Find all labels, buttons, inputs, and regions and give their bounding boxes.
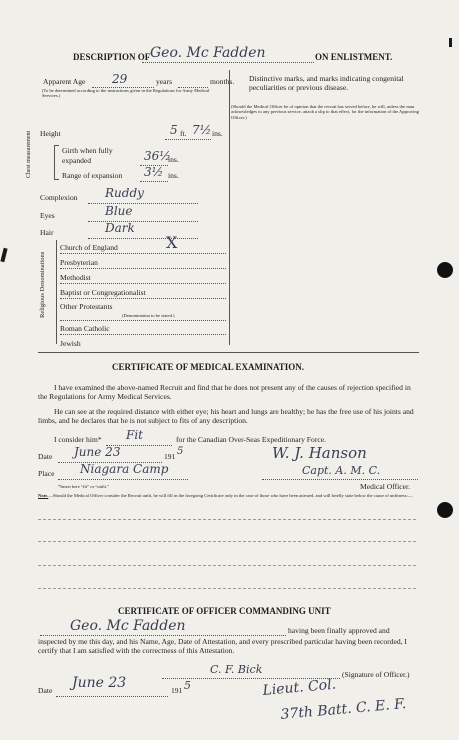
commanding-date-value: June 23 <box>72 675 127 691</box>
margin-mark-right <box>449 38 452 47</box>
eyes-value: Blue <box>105 204 133 218</box>
recruit-name: Geo. Mc Fadden <box>150 45 266 61</box>
height-label: Height <box>40 129 61 138</box>
years-label: years <box>156 77 173 86</box>
denomination-underline-2 <box>60 283 226 284</box>
denomination-mark: X <box>166 233 178 252</box>
medical-place-underline <box>58 479 188 480</box>
fitness-value: Fit <box>126 428 143 442</box>
medical-para-1: I have examined the above-named Recruit and find that he does not present any of the causes of rejection specified in the Regulations for Army Medical Services. <box>38 383 411 402</box>
chest-measurement-label: Chest measurement <box>26 130 32 178</box>
girth-label <box>62 146 142 166</box>
medical-year-value: 5 <box>177 446 184 457</box>
commanding-certificate-title: CERTIFICATE OF OFFICER COMMANDING UNIT <box>118 606 331 616</box>
denomination-other-protestants: Other Protestants <box>60 302 113 311</box>
insert-fit-note: *Insert here “fit” or “unfit.” <box>58 484 110 489</box>
commanding-paragraph: inspected by me this day, and his Name, Age, Date of Attestation, and every prescribed particular having been recorded, I certify that I am satisfied with the correctness of this Attestation. <box>38 637 407 656</box>
medical-place-label: Place <box>38 469 55 478</box>
medical-date-value: June 23 <box>74 445 121 459</box>
denomination-presbyterian: Presbyterian <box>60 258 98 267</box>
denominations-bracket <box>56 240 57 344</box>
apparent-age-label: Apparent Age <box>43 77 86 86</box>
punch-hole-top <box>437 262 453 278</box>
description-divider <box>229 70 230 345</box>
height-feet-value: 5 <box>170 123 178 137</box>
height-ft-label: ft. <box>180 129 187 138</box>
denomination-underline-1 <box>60 268 226 269</box>
range-value: 3½ <box>144 165 164 179</box>
distinctive-marks-note: (Should the Medical Officer be of opinion that the recruit has served before, he will, unless the man acknowledges to any previous service, attach a slip to that effect, for the information of the Approving Officer.) <box>231 104 419 120</box>
unfitness-cause-line-1 <box>38 519 416 520</box>
hair-label: Hair <box>40 228 54 237</box>
commanding-date-underline <box>56 696 168 697</box>
commanding-name-underline <box>40 635 286 636</box>
signature-of-officer-label: (Signature of Officer.) <box>342 670 410 679</box>
consider-suffix: for the Canadian Over-Seas Expeditionary Force. <box>176 435 326 444</box>
denomination-underline-3 <box>60 298 226 299</box>
unfitness-cause-line-2 <box>38 541 416 542</box>
commanding-year-prefix: 191 <box>171 686 183 695</box>
complexion-value: Ruddy <box>105 186 144 200</box>
distinctive-marks-label <box>249 74 421 93</box>
girth-value: 36½ <box>144 149 171 163</box>
denomination-note: (Denomination to be stated.) <box>122 313 175 318</box>
description-title-right: ON ENLISTMENT. <box>315 52 393 62</box>
medical-date-label: Date <box>38 452 53 461</box>
range-underline <box>140 181 168 182</box>
medical-para-2: He can see at the required distance with either eye; his heart and lungs are healthy; he has the free use of his joints and limbs, and he declares that he is not subject to fits of any description. <box>38 407 414 426</box>
hair-value: Dark <box>105 221 135 235</box>
commanding-officer-signature: C. F. Bick <box>210 663 263 676</box>
consider-prefix: I consider him* <box>54 435 102 444</box>
denomination-baptist: Baptist or Congregationalist <box>60 288 146 297</box>
commanding-date-label: Date <box>38 686 53 695</box>
medical-officer-signature: W. J. Hanson <box>272 444 367 462</box>
medical-officer-label: Medical Officer. <box>360 482 411 491</box>
complexion-label: Complexion <box>40 193 78 202</box>
note-label: Note. <box>38 493 49 498</box>
denomination-methodist: Methodist <box>60 273 91 282</box>
denomination-jewish: Jewish <box>60 339 81 348</box>
commanding-recruit-name: Geo. Mc Fadden <box>70 618 186 634</box>
denomination-underline-5 <box>60 334 226 335</box>
section-divider-medical <box>38 352 419 353</box>
girth-label-text: Girth when fully expanded <box>62 146 113 165</box>
note-text: —Should the Medical Officer consider the Recruit unfit, he will fill in the foregoing Certificate only in the case of those who have been attested, and will briefly state below the cause of unfitness:— <box>48 493 413 498</box>
punch-hole-bottom <box>437 502 453 518</box>
height-inches-value: 7½ <box>192 123 212 137</box>
age-note: (To be determined according to the instructions given in the Regulations for Army Medical Services.) <box>42 88 210 99</box>
eyes-label: Eyes <box>40 211 55 220</box>
range-ins-label: ins. <box>168 171 179 180</box>
range-label: Range of expansion <box>62 171 123 180</box>
commanding-officer-rank: Lieut. Col. <box>261 676 337 699</box>
hair-underline <box>88 238 198 239</box>
medical-officer-underline <box>262 479 418 480</box>
margin-mark-left <box>0 248 7 263</box>
medical-certificate-title: CERTIFICATE OF MEDICAL EXAMINATION. <box>112 362 305 372</box>
apparent-age-value: 29 <box>112 72 128 86</box>
height-ins-label: ins. <box>212 129 223 138</box>
unfitness-cause-line-4 <box>38 588 416 589</box>
girth-ins-label: ins. <box>168 155 179 164</box>
religious-denominations-label: Religious Denominations <box>39 251 46 318</box>
medical-place-value: Niagara Camp <box>80 462 169 476</box>
description-title-left: DESCRIPTION OF <box>73 52 151 62</box>
recruit-name-underline <box>142 62 314 63</box>
medical-officer-rank: Capt. A. M. C. <box>302 464 381 477</box>
commanding-year-value: 5 <box>184 679 191 692</box>
distinctive-marks-text: Distinctive marks, and marks indicating congenital peculiarities or previous disease. <box>249 74 404 93</box>
chest-bracket <box>54 145 59 180</box>
height-underline <box>165 139 211 140</box>
unfitness-cause-line-3 <box>38 565 416 566</box>
months-label: months. <box>210 77 235 86</box>
denomination-underline-4 <box>60 320 226 321</box>
medical-unfit-note <box>38 493 416 498</box>
denomination-church-of-england: Church of England <box>60 243 118 252</box>
medical-year-prefix: 191 <box>164 452 176 461</box>
denomination-roman-catholic: Roman Catholic <box>60 324 110 333</box>
commanding-officer-unit: 37th Batt. C. E. F. <box>279 696 407 723</box>
commanding-line1-suffix: having been finally approved and <box>288 626 390 635</box>
denomination-underline-0 <box>60 253 226 254</box>
